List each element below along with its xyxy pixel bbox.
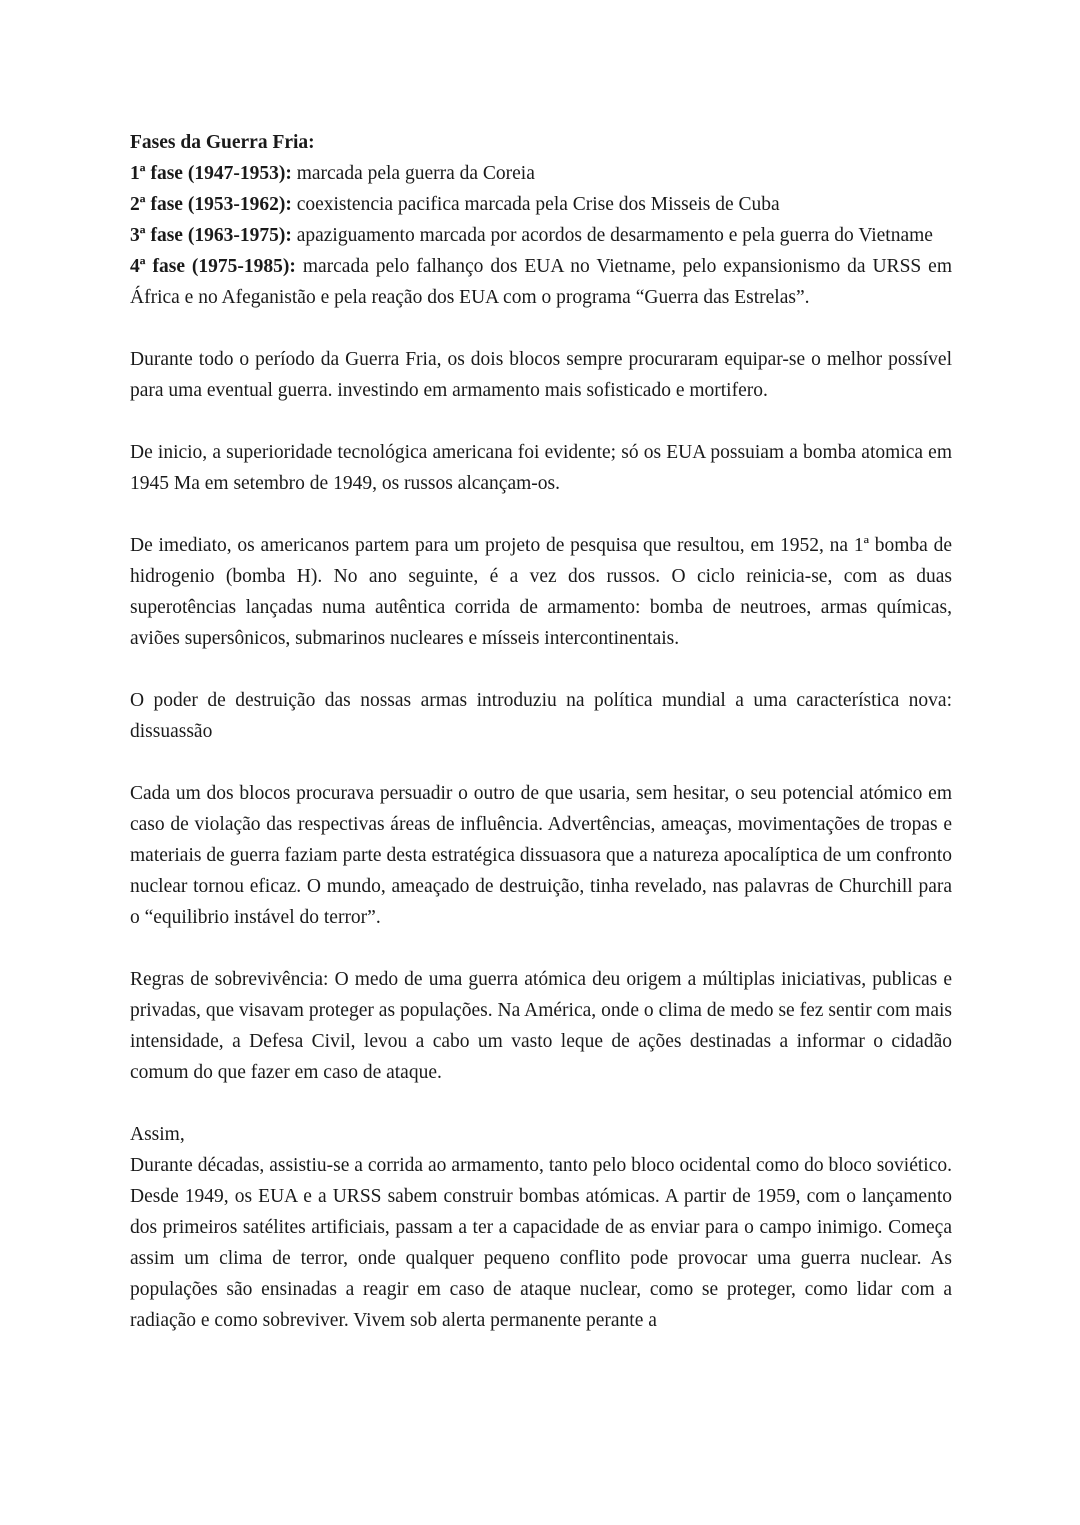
- phase-line-2: [130, 189, 952, 220]
- paragraph-conclusion-intro: Assim,: [130, 1124, 185, 1145]
- phase-text: apaziguamento marcada por acordos de desarmamento e pela guerra do Vietname: [291, 225, 933, 246]
- phase-label: 2ª fase (1953-1962):: [130, 194, 292, 215]
- paragraph-arms-preparation: Durante todo o período da Guerra Fria, os dois blocos sempre procuraram equipar-se o melhor possível para uma eventual guerra. investindo em armamento mais sofisticado e mortifero.: [130, 349, 952, 401]
- document-body: [130, 127, 952, 1336]
- paragraph-survival-rules: Regras de sobrevivência: O medo de uma guerra atómica deu origem a múltiplas iniciativas, publicas e privadas, que visavam proteger as populações. Na América, onde o clima de medo se fez sentir com mais intensidade, a Defesa Civil, levou a cabo um vasto leque de ações destinadas a informar o cidadão comum do que fazer em caso de ataque.: [130, 969, 952, 1083]
- phase-text: marcada pela guerra da Coreia: [291, 163, 535, 184]
- paragraph-arms-race: De imediato, os americanos partem para um projeto de pesquisa que resultou, em 1952, na 1ª bomba de hidrogenio (bomba H). No ano seguinte, é a vez dos russos. O ciclo reinicia-se, com as duas superotências lançadas numa autêntica corrida de armamento: bomba de neutroes, armas químicas, aviões supersônicos, submarinos nucleares e mísseis intercontinentais.: [130, 535, 952, 649]
- phase-label: 4ª fase (1975-1985):: [130, 256, 296, 277]
- phase-line-4: [130, 251, 952, 313]
- paragraph-dissuasion: O poder de destruição das nossas armas introduziu na política mundial a uma característica nova: dissuassão: [130, 690, 952, 742]
- paragraph-conclusion: Durante décadas, assistiu-se a corrida ao armamento, tanto pelo bloco ocidental como do bloco soviético. Desde 1949, os EUA e a URSS sabem construir bombas atómicas. A partir de 1959, com o lançamento dos primeiros satélites artificiais, passam a ter a capacidade de as enviar para o campo inimigo. Começa assim um clima de terror, onde qualquer pequeno conflito pode provocar uma guerra nuclear. As populações são ensinadas a reagir em caso de ataque nuclear, como se proteger, como lidar com a radiação e como sobreviver. Vivem sob alerta permanente perante a: [130, 1155, 952, 1331]
- phase-line-1: [130, 158, 952, 189]
- phase-text: coexistencia pacifica marcada pela Crise dos Misseis de Cuba: [291, 194, 780, 215]
- phase-line-3: [130, 220, 952, 251]
- phase-label: 3ª fase (1963-1975):: [130, 225, 292, 246]
- paragraph-persuasion: Cada um dos blocos procurava persuadir o outro de que usaria, sem hesitar, o seu potencial atómico em caso de violação das respectivas áreas de influência. Advertências, ameaças, movimentações de tropas e materiais de guerra faziam parte desta estratégica dissuasora que a natureza apocalíptica de um confronto nuclear tornou eficaz. O mundo, ameaçado de destruição, tinha revelado, nas palavras de Churchill para o “equilibrio instável do terror”.: [130, 783, 952, 928]
- phase-label: 1ª fase (1947-1953):: [130, 163, 292, 184]
- section-title: Fases da Guerra Fria:: [130, 132, 315, 153]
- phase-text: marcada pelo falhanço dos EUA no Vietname, pelo expansionismo da URSS em África e no Afeganistão e pela reação dos EUA com o programa “Guerra das Estrelas”.: [130, 256, 952, 308]
- paragraph-technological-superiority: De inicio, a superioridade tecnológica americana foi evidente; só os EUA possuiam a bomba atomica em 1945 Ma em setembro de 1949, os russos alcançam-os.: [130, 442, 952, 494]
